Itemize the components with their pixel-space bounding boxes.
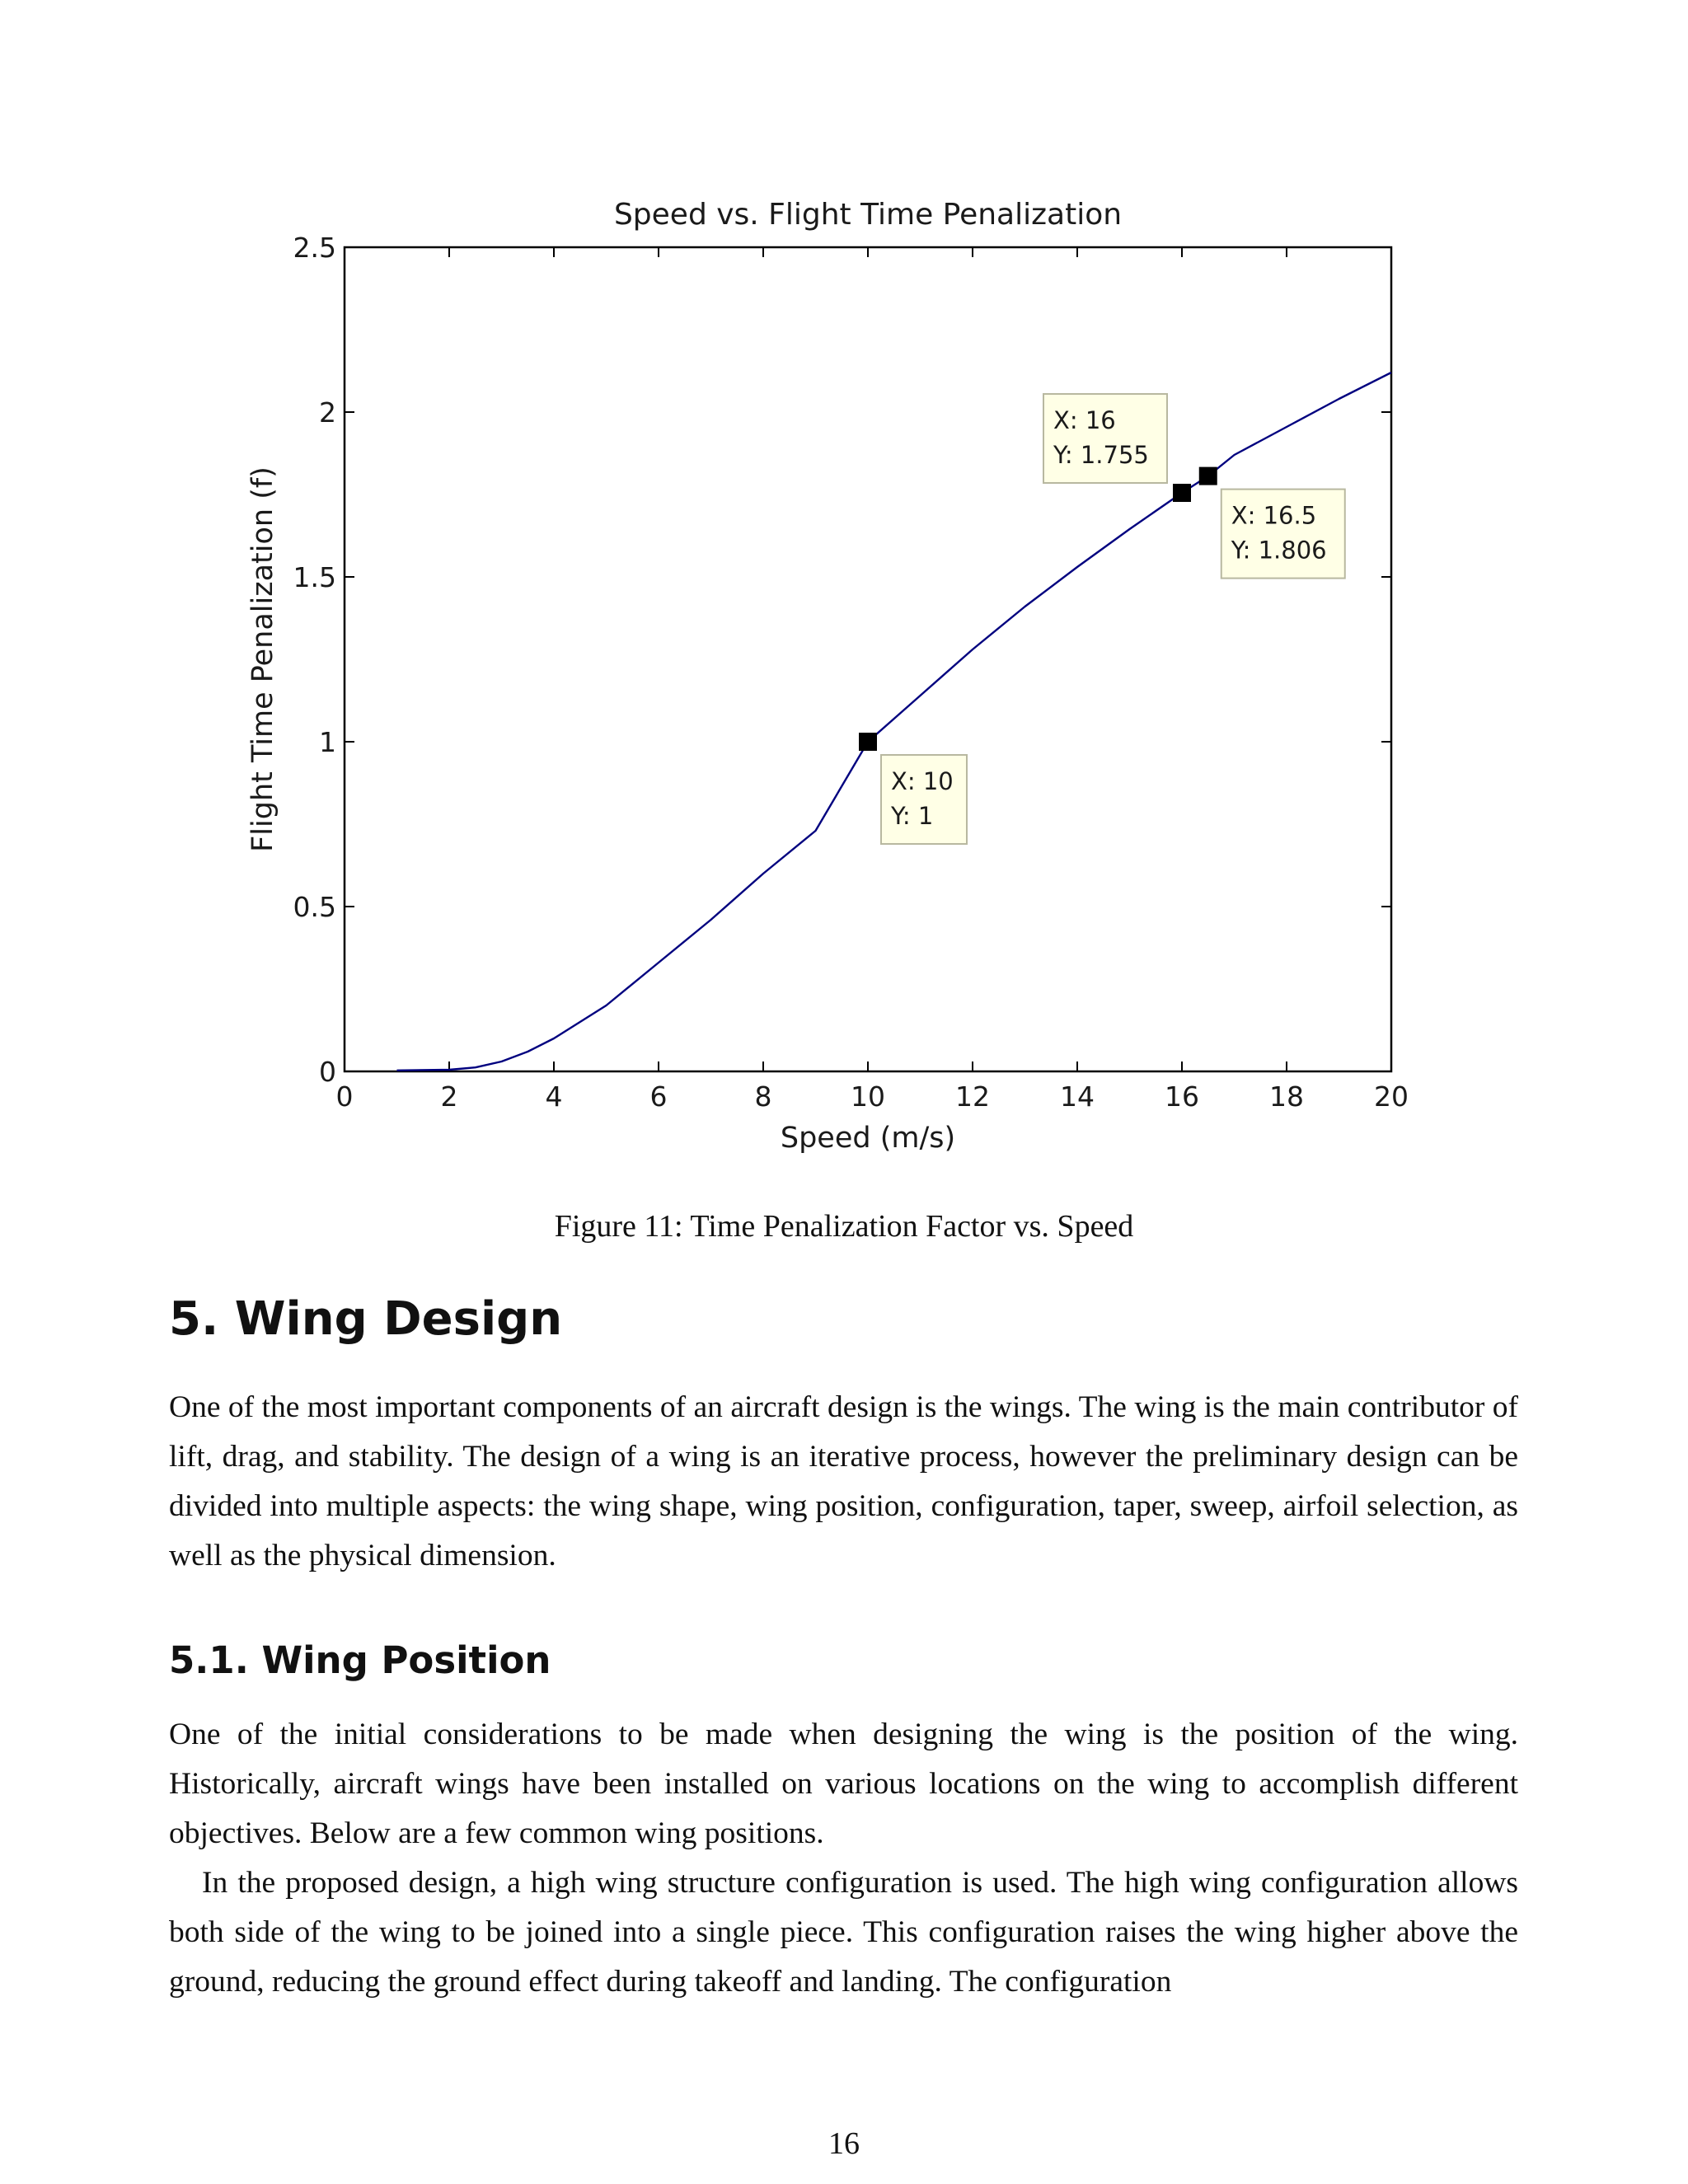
subsection-paragraph-2: In the proposed design, a high wing structure configuration is used. The high wing configuration allows both side of the wing to be joined into a single piece. This configuration raises the wing higher above the ground, reducing the ground effect during takeoff and landing. The configuration [169,1866,1518,1999]
y-tick-label: 2 [319,396,336,429]
plot-frame [345,247,1391,1071]
y-tick-label: 0.5 [293,891,336,923]
datatip-marker [1199,467,1217,485]
y-axis-label: Flight Time Penalization (f) [246,466,279,852]
x-tick-label: 0 [335,1080,354,1113]
datatip-marker [859,733,877,751]
datatip-y-label: Y: 1.755 [1053,441,1149,469]
x-tick-label: 14 [1060,1080,1095,1113]
subsection-paragraph-1: One of the initial considerations to be made when designing the wing is the position of the wing. Historically, aircraft wings have been installed on various locations on the wing to accomplish different objectives. Below are a few common wing positions. [169,1718,1518,1850]
x-tick-label: 10 [851,1080,885,1113]
x-tick-label: 4 [545,1080,563,1113]
datatip-x-label: X: 10 [891,767,954,795]
subsection-heading: 5.1. Wing Position [169,1638,551,1682]
section-heading: 5. Wing Design [169,1292,563,1346]
y-tick-label: 2.5 [293,232,336,264]
datatip-x-label: X: 16 [1053,406,1116,434]
figure-caption: Figure 11: Time Penalization Factor vs. Speed [554,1209,1134,1244]
section-paragraph: One of the most important components of an aircraft design is the wings. The wing is the main contributor of lift, drag, and stability. The design of a wing is an iterative process, however the preliminary design can be divided into multiple aspects: the wing shape, wing position, configuration, taper, sweep, airfoil selection, as well as the physical dimension. [169,1390,1518,1572]
page-number: 16 [828,2126,860,2161]
chart-title: Speed vs. Flight Time Penalization [613,198,1123,232]
chart [223,181,1426,1170]
data-line [397,373,1392,1071]
x-tick-label: 12 [955,1080,990,1113]
x-tick-label: 2 [440,1080,458,1113]
datatip-y-label: Y: 1 [891,802,934,830]
datatip-x-label: X: 16.5 [1231,501,1317,530]
y-tick-label: 1.5 [293,561,336,593]
x-tick-label: 18 [1269,1080,1304,1113]
figure [223,181,1426,1170]
y-tick-label: 0 [319,1056,336,1088]
x-tick-label: 6 [649,1080,668,1113]
x-tick-label: 20 [1374,1080,1409,1113]
datatip-y-label: Y: 1.806 [1231,536,1327,565]
datatip-marker [1173,484,1191,502]
y-tick-label: 1 [319,726,336,758]
x-tick-label: 16 [1165,1080,1199,1113]
x-tick-label: 8 [754,1080,772,1113]
x-axis-label: Speed (m/s) [780,1122,956,1155]
